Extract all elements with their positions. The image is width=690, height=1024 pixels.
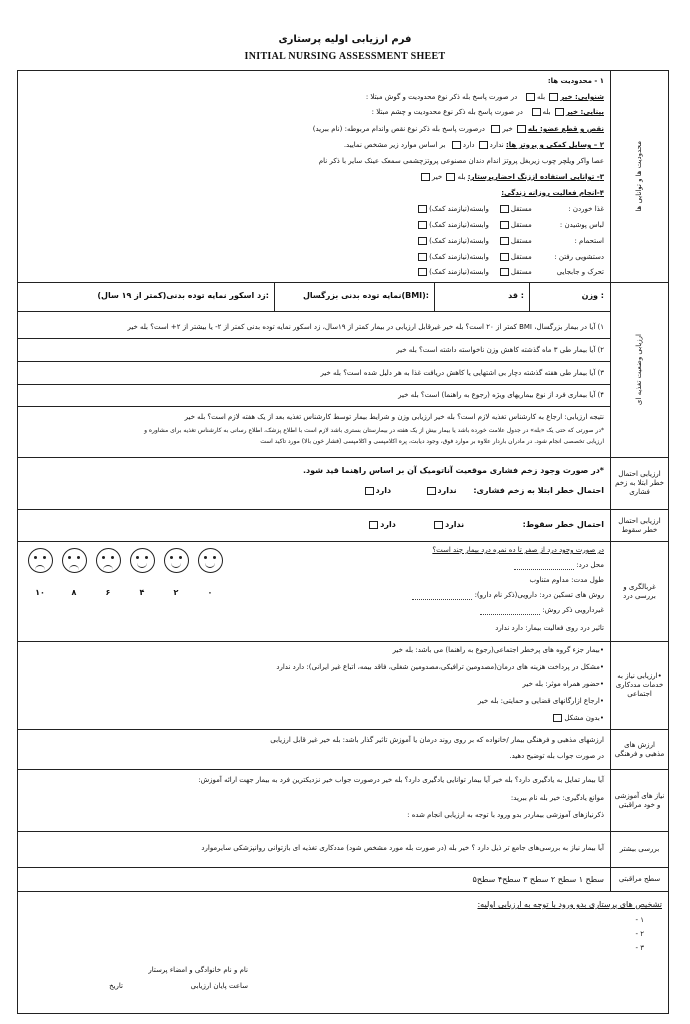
pain-relief-drug[interactable]: روش های تسکین درد: دارویی(ذکر نام دارو):: [412, 591, 604, 600]
adl-row: لباس پوشیدن : مستقل وابسته(نیازمند کمک): [416, 221, 604, 230]
vision-yes-checkbox[interactable]: [532, 108, 541, 116]
religious-q2: در صورت جواب بله توضیح دهید.: [509, 752, 604, 760]
adl-independent-checkbox[interactable]: [500, 268, 509, 276]
social-side-label: •ارزیابی نیاز به خدمات مددکاری اجتماعی: [610, 642, 668, 729]
religious-section: [18, 730, 668, 770]
adl-independent-checkbox[interactable]: [500, 205, 509, 213]
pain-side-label: غربالگری و بررسی درد: [610, 542, 668, 641]
bell-yes-checkbox[interactable]: [446, 173, 455, 181]
social-q2[interactable]: •مشکل در پرداخت هزینه های درمان(مصدومین ترافیکی،مصدومین شغلی، فاقد بیمه، اتباع غیر ایرانی): دارد ندارد: [276, 663, 604, 671]
diagnosis-title: تشخیص های پرستاری بدو ورود با توجه به ارزیابی اولیه:: [477, 900, 662, 909]
nutrition-q1[interactable]: ۱) آیا در بیمار بزرگسال، BMI کمتر از ۲۰ است؟ بله خیر غیرقابل ارزیابی در بیمار کمتر از ۱۹سال، زد اسکور نمایه توده بدنی کمتر از ۲- یا بیشتر از ۲+ است؟ بله خیر: [127, 323, 604, 331]
pain-scale-label: ۶: [105, 588, 111, 597]
diagnosis-item[interactable]: ۳ -: [635, 944, 644, 952]
pain-duration[interactable]: طول مدت: مداوم متناوب: [529, 576, 604, 584]
pressure-yes-checkbox[interactable]: [365, 487, 374, 495]
date-field[interactable]: تاریخ: [109, 982, 123, 990]
fall-yes-checkbox[interactable]: [369, 521, 378, 529]
adl-independent-checkbox[interactable]: [500, 253, 509, 261]
measurements-row: [18, 283, 610, 312]
defect-yes-checkbox[interactable]: [517, 125, 526, 133]
pain-activity-effect[interactable]: تاثیر درد روی فعالیت بیمار: دارد ندارد: [495, 624, 604, 632]
form-title-fa: فرم ارزیابی اولیه پرستاری: [278, 34, 412, 45]
nutrition-q3[interactable]: ۳) آیا بیمار طی هفته گذشته دچار بی اشتهایی یا کاهش دریافت غذا به هر دلیل شده است؟ بله خیر: [320, 369, 604, 377]
adl-dependent-checkbox[interactable]: [418, 205, 427, 213]
adl-independent-checkbox[interactable]: [500, 221, 509, 229]
diagnosis-item[interactable]: ۱ -: [635, 916, 644, 924]
pain-relief-nondrug[interactable]: غیردارویی ذکر روش:: [480, 606, 604, 615]
aids-items-row[interactable]: عصا واکر ویلچر چوب زیربغل پروتز اندام دندان مصنوعی پروتزچشمی سمعک عینک سایر با ذکر نام: [318, 157, 604, 165]
adl-dependent-checkbox[interactable]: [418, 221, 427, 229]
adl-row: استحمام : مستقل وابسته(نیازمند کمک): [416, 237, 604, 246]
no-problem-checkbox[interactable]: [553, 714, 562, 722]
adl-independent-checkbox[interactable]: [500, 237, 509, 245]
social-section: [18, 642, 668, 730]
pain-face-icon[interactable]: [164, 548, 189, 573]
nutrition-q2[interactable]: ۲) آیا بیمار طی ۳ ماه گذشته کاهش وزن ناخواسته داشته است؟ بله خیر: [396, 346, 604, 354]
bell-no-checkbox[interactable]: [421, 173, 430, 181]
pain-scale-label: ۸: [71, 588, 77, 597]
nutrition-result[interactable]: نتیجه ارزیابی: ارجاع به کارشناس تغذیه لازم است؟ بله خیر ارزیابی وزن و شرایط بیمار توسط کارشناس تغذیه بعد از یک هفته لازم است؟ بله خیر: [184, 413, 604, 421]
pressure-no-checkbox[interactable]: [427, 487, 436, 495]
end-time[interactable]: ساعت پایان ارزیابی: [190, 982, 248, 990]
fall-no-checkbox[interactable]: [434, 521, 443, 529]
nurse-signature[interactable]: نام و نام خانوادگی و امضاء پرستار: [148, 966, 248, 974]
pain-location[interactable]: محل درد:: [514, 561, 604, 570]
diagnosis-section: [18, 892, 668, 1014]
religious-q1[interactable]: ارزشهای مذهبی و فرهنگی بیمار /خانواده که بر روی روند درمان یا آموزش تاثیر گذار باشد: بله خیر غیر قابل ارزیابی: [270, 736, 604, 744]
nutrition-section: [18, 283, 668, 458]
limits-heading: ۱ - محدودیت ها:: [547, 77, 604, 85]
adl-row: تحرک و جابجایی مستقل وابسته(نیازمند کمک): [416, 268, 604, 277]
social-q1[interactable]: •بیمار جزء گروه های پرخطر اجتماعی(رجوع به راهنما) می باشد: بله خیر: [392, 646, 604, 654]
zscore-field[interactable]: زد اسکور نمایه توده بدنی(کمتر از ۱۹ سال):: [97, 291, 269, 300]
pain-section: [18, 542, 668, 642]
form-frame: [17, 70, 669, 1014]
fall-section: [18, 510, 668, 542]
daily-heading: ۴-انجام فعالیت روزانه زندگی:: [501, 189, 604, 197]
adl-row: دستشویی رفتن : مستقل وابسته(نیازمند کمک): [416, 253, 604, 262]
hearing-yes-checkbox[interactable]: [526, 93, 535, 101]
height-field[interactable]: قد :: [508, 291, 524, 300]
defect-row: نقص و قطع عضو: بله خیر درصورت پاسخ بله ذکر نوع نقص واندام مربوطه: (نام ببرید): [312, 125, 604, 133]
limits-section: [18, 71, 668, 283]
pain-face-icon[interactable]: [28, 548, 53, 573]
further-side-label: بررسی بیشتر: [610, 832, 668, 867]
adl-row: غذا خوردن : مستقل وابسته(نیازمند کمک): [416, 205, 604, 214]
education-q3[interactable]: ذکرنیازهای آموزشی بیماردر بدو ورود با توجه به ارزیابی انجام شده :: [407, 811, 604, 819]
adl-dependent-checkbox[interactable]: [418, 253, 427, 261]
hearing-row: شنوایی: خیر بله در صورت پاسخ بله ذکر نوع محدودیت و گوش مبتلا :: [365, 93, 604, 101]
education-q2[interactable]: موانع یادگیری: خیر بله نام ببرید:: [510, 794, 604, 802]
religious-side-label: ارزش های مذهبی و فرهنگی: [610, 730, 668, 769]
aids-yes-checkbox[interactable]: [452, 141, 461, 149]
further-section: [18, 832, 668, 868]
bell-row: ۳- توانایی استفاده اززنگ احضارپرستار: بله خیر: [419, 173, 604, 182]
social-q5[interactable]: •بدون مشکل: [551, 714, 604, 723]
social-q3[interactable]: •حضور همراه موثر: بله خیر: [522, 680, 604, 688]
pressure-q2: احتمال خطر ابتلا به زخم فشاری: ندارد دارد: [363, 486, 604, 496]
nutrition-q4[interactable]: ۴) آیا بیماری فرد از نوع بیماریهای ویژه (رجوع به راهنما) است؟ بله خیر: [398, 391, 604, 399]
social-q4[interactable]: •ارجاع ازارگانهای قضایی و حمایتی: بله خیر: [477, 697, 604, 705]
hearing-no-checkbox[interactable]: [549, 93, 558, 101]
education-section: [18, 770, 668, 832]
pain-face-icon[interactable]: [198, 548, 223, 573]
pain-scale-label: ۰: [207, 588, 213, 597]
pain-q1: در صورت وجود درد از صفر تا ده نمره درد بیمار چند است؟: [432, 546, 604, 554]
pressure-q1: *در صورت وجود زخم فشاری موقعیت آناتومیک آن بر اساس راهنما قید شود.: [302, 466, 604, 475]
pain-scale-label: ۱۰: [35, 588, 45, 597]
nutrition-side-label: ارزیابی وضعیت تغذیه ای: [610, 283, 668, 457]
pain-face-icon[interactable]: [130, 548, 155, 573]
weight-field[interactable]: وزن :: [581, 291, 604, 300]
further-q[interactable]: آیا بیمار نیاز به بررسی‌های جامع تر ذیل دارد ؟ خیر بله (در صورت بله مورد مشخص شود) مددکاری تغذیه ای بازتوانی روانپزشکی سایرموارد: [201, 844, 604, 852]
aids-no-checkbox[interactable]: [479, 141, 488, 149]
care-section: [18, 868, 668, 892]
vision-no-checkbox[interactable]: [555, 108, 564, 116]
pain-face-icon[interactable]: [96, 548, 121, 573]
pain-face-icon[interactable]: [62, 548, 87, 573]
education-q1[interactable]: آیا بیمار تمایل به یادگیری دارد؟ بله خیر آیا بیمار توانایی یادگیری دارد؟ بله خیر درصورت جواب خیر نزدیکترین فرد به بیمار جهت ارائه آموزش:: [198, 776, 604, 784]
pain-scale-label: ۴: [139, 588, 145, 597]
fall-q: احتمال خطر سقوط: ندارد دارد: [367, 520, 604, 530]
education-side-label: نیاز های آموزشی و خود مراقبتی: [610, 770, 668, 831]
adl-dependent-checkbox[interactable]: [418, 268, 427, 276]
care-side-label: سطح مراقبتی: [610, 868, 668, 891]
defect-no-checkbox[interactable]: [491, 125, 500, 133]
nutrition-note-2: ارزیابی تخصصی انجام شود. در مادران باردار علاوه بر موارد فوق، وجود دیابت، پره اکلامپسی و اکلامپسی (فشار خون بالا) مورد تاکید است: [260, 438, 604, 445]
bmi-field[interactable]: نمایه توده بدنی بزرگسال(BMI):: [302, 291, 429, 300]
nutrition-note-1: *در صورتی که حتی یک «بله» در جدول علامت خورده باشد یا بیمار بیش از یک هفته در بیمارستان بستری باشد لازم است با اطلاع پزشک، اطلاع رسانی به کارشناس تغذیه برای مشاوره و: [144, 427, 604, 434]
care-levels[interactable]: سطح ۱ سطح ۲ سطح ۳ سطح۴ سطح۵: [472, 875, 604, 884]
pressure-side-label: ارزیابی احتمال خطر ابتلا به زخم فشاری: [610, 458, 668, 509]
pressure-section: [18, 458, 668, 510]
diagnosis-item[interactable]: ۲ -: [635, 930, 644, 938]
aids-row: ۲ – وسایل کمکی و پروتز ها: ندارد دارد بر اساس موارد زیر مشخص نمایید.: [343, 141, 604, 149]
pain-scale-label: ۲: [173, 588, 179, 597]
vision-row: بینایی: خیر بله در صورت پاسخ بله ذکر نوع محدودیت و چشم مبتلا :: [371, 108, 604, 116]
limits-side-label: محدودیت ها و توانایی ها: [610, 71, 668, 282]
fall-side-label: ارزیابی احتمال خطر سقوط: [610, 510, 668, 541]
adl-dependent-checkbox[interactable]: [418, 237, 427, 245]
form-title-en: INITIAL NURSING ASSESSMENT SHEET: [244, 51, 446, 62]
